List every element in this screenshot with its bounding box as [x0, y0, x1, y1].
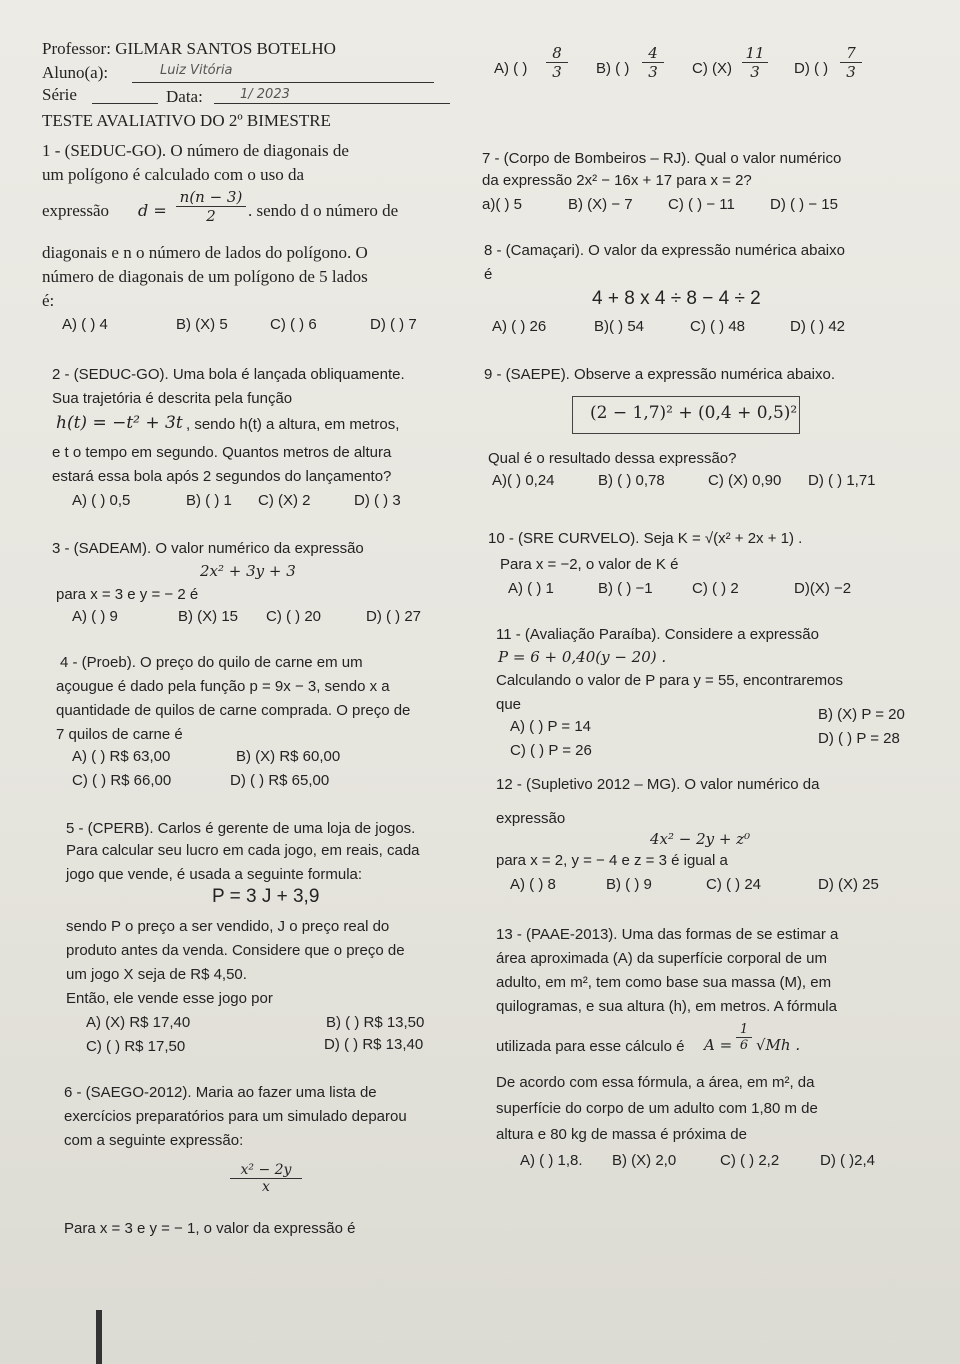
q13-option-d[interactable]: D) ( )2,4 [820, 1152, 876, 1169]
q6-option-b-den: 3 [648, 63, 658, 81]
q12-expression: 4x² − 2y + z⁰ [650, 830, 751, 848]
q8-expression: 4 + 8 x 4 ÷ 8 − 4 ÷ 2 [592, 288, 761, 309]
q6-expression-fraction [230, 1162, 302, 1195]
student-name-handwritten: Luiz Vitória [160, 63, 233, 78]
q12-option-c[interactable]: C) ( ) 24 [706, 876, 762, 893]
q13-line5: utilizada para esse cálculo é [496, 1038, 685, 1055]
q12-option-b[interactable]: B) ( ) 9 [606, 876, 652, 893]
q7-option-d[interactable]: D) ( ) − 15 [770, 196, 838, 213]
q8-line2: é [484, 266, 493, 283]
q13-option-a[interactable]: A) ( ) 1,8. [520, 1152, 583, 1169]
q2-function: h(t) = −t² + 3t [56, 413, 183, 433]
q9-option-a[interactable]: A)( ) 0,24 [492, 472, 555, 489]
q2-line3b: , sendo h(t) a altura, em metros, [186, 416, 400, 433]
q6-option-a-den: 3 [552, 63, 562, 81]
q3-line3: para x = 3 e y = − 2 é [56, 586, 199, 603]
date-line [214, 103, 450, 104]
q5-option-c[interactable]: C) ( ) R$ 17,50 [86, 1038, 186, 1055]
date-handwritten: 1/ 2023 [240, 87, 290, 102]
grade-label: Série [42, 85, 77, 104]
q6-expression-denominator: x [262, 1179, 270, 1195]
q1-formula-numerator: n(n − 3) [176, 188, 246, 207]
q6-option-a-fraction [546, 44, 568, 81]
q5-line1: 5 - (CPERB). Carlos é gerente de uma loja de jogos. [66, 820, 416, 837]
q1-line3a: expressão [42, 201, 110, 220]
q3-option-b[interactable]: B) (X) 15 [178, 608, 239, 625]
q5-line3: jogo que vende, é usada a seguinte formula: [66, 866, 363, 883]
q3-option-d[interactable]: D) ( ) 27 [366, 608, 422, 625]
q2-option-a[interactable]: A) ( ) 0,5 [72, 492, 131, 509]
q2-line2: Sua trajetória é descrita pela função [52, 390, 293, 407]
q1-line1: 1 - (SEDUC-GO). O número de diagonais de [42, 141, 349, 160]
q8-option-a[interactable]: A) ( ) 26 [492, 318, 547, 335]
q2-line1: 2 - (SEDUC-GO). Uma bola é lançada obliquamente. [52, 366, 405, 383]
q6-option-d-fraction [840, 44, 862, 81]
q6-option-c-den: 3 [750, 63, 760, 81]
pen-mark [96, 1310, 102, 1364]
q10-option-b[interactable]: B) ( ) −1 [598, 580, 653, 597]
q6-line5: Para x = 3 e y = − 1, o valor da expressão é [64, 1220, 356, 1237]
q5-line6: produto antes da venda. Considere que o preço de [66, 942, 405, 959]
q6-option-a[interactable]: A) ( ) [494, 60, 528, 77]
q10-line2: Para x = −2, o valor de K é [500, 556, 679, 573]
q10-option-c[interactable]: C) ( ) 2 [692, 580, 739, 597]
q13-formula-lhs: A = [704, 1036, 733, 1054]
grade-line [92, 103, 158, 104]
q6-expression-numerator: x² − 2y [230, 1162, 302, 1179]
q13-formula-radical: √Mh . [756, 1036, 801, 1054]
q3-expression: 2x² + 3y + 3 [200, 562, 296, 580]
q5-option-d[interactable]: D) ( ) R$ 13,40 [324, 1036, 424, 1053]
test-title: TESTE AVALIATIVO DO 2º BIMESTRE [42, 111, 331, 130]
q13-line8: altura e 80 kg de massa é próxima de [496, 1126, 747, 1143]
q5-line8: Então, ele vende esse jogo por [66, 990, 273, 1007]
q5-line2: Para calcular seu lucro em cada jogo, em reais, cada [66, 842, 420, 859]
q2-line4: e t o tempo em segundo. Quantos metros de altura [52, 444, 392, 461]
q7-line2: da expressão 2x² − 16x + 17 para x = 2? [482, 172, 752, 189]
q2-option-b[interactable]: B) ( ) 1 [186, 492, 232, 509]
q1-line3b: . sendo d o número de [248, 201, 399, 220]
q6-option-d[interactable]: D) ( ) [794, 60, 829, 77]
q13-line3: adulto, em m², tem como base sua massa (M), em [496, 974, 832, 991]
q1-option-a[interactable]: A) ( ) 4 [62, 316, 108, 333]
q8-option-c[interactable]: C) ( ) 48 [690, 318, 746, 335]
q13-option-c[interactable]: C) ( ) 2,2 [720, 1152, 780, 1169]
q6-option-c[interactable]: C) (X) [692, 60, 732, 77]
q2-line5: estará essa bola após 2 segundos do lançamento? [52, 468, 392, 485]
q13-line1: 13 - (PAAE-2013). Uma das formas de se estimar a [496, 926, 839, 943]
q9-line1: 9 - (SAEPE). Observe a expressão numérica abaixo. [484, 366, 835, 383]
q9-expression: (2 − 1,7)² + (0,4 + 0,5)² [590, 403, 798, 423]
q13-formula-numerator: 1 [736, 1022, 752, 1038]
q6-option-d-den: 3 [846, 63, 856, 81]
q7-option-a[interactable]: a)( ) 5 [482, 196, 523, 213]
q13-line2: área aproximada (A) da superfície corporal de um [496, 950, 827, 967]
q6-option-c-num: 11 [742, 44, 768, 63]
q6-option-a-num: 8 [546, 44, 568, 63]
q6-option-b[interactable]: B) ( ) [596, 60, 630, 77]
date-label: Data: [166, 87, 203, 106]
q2-option-c[interactable]: C) (X) 2 [258, 492, 311, 509]
q13-line7: superfície do corpo de um adulto com 1,80 m de [496, 1100, 818, 1117]
q9-option-c[interactable]: C) (X) 0,90 [708, 472, 782, 489]
q9-option-d[interactable]: D) ( ) 1,71 [808, 472, 876, 489]
q7-option-c[interactable]: C) ( ) − 11 [668, 196, 735, 213]
q3-option-c[interactable]: C) ( ) 20 [266, 608, 322, 625]
q11-option-a[interactable]: A) ( ) P = 14 [510, 718, 592, 735]
q1-option-c[interactable]: C) ( ) 6 [270, 316, 317, 333]
q4-option-c[interactable]: C) ( ) R$ 66,00 [72, 772, 172, 789]
q1-formula-lhs: d = [138, 201, 167, 220]
q8-option-d[interactable]: D) ( ) 42 [790, 318, 846, 335]
q10-option-d[interactable]: D)(X) −2 [794, 580, 852, 597]
q6-option-b-fraction [642, 44, 664, 81]
q8-line1: 8 - (Camaçari). O valor da expressão numérica abaixo [484, 242, 845, 259]
q7-option-b[interactable]: B) (X) − 7 [568, 196, 633, 213]
q4-line3: quantidade de quilos de carne comprada. O preço de [56, 702, 411, 719]
q6-line2: exercícios preparatórios para um simulado deparou [64, 1108, 407, 1125]
q5-formula: P = 3 J + 3,9 [212, 886, 320, 907]
q12-line1: 12 - (Supletivo 2012 – MG). O valor numérico da [496, 776, 820, 793]
q4-option-a[interactable]: A) ( ) R$ 63,00 [72, 748, 171, 765]
q6-option-b-num: 4 [642, 44, 664, 63]
q1-formula-denominator: 2 [206, 207, 216, 225]
q10-option-a[interactable]: A) ( ) 1 [508, 580, 554, 597]
q6-line1: 6 - (SAEGO-2012). Maria ao fazer uma lista de [64, 1084, 377, 1101]
q1-option-b[interactable]: B) (X) 5 [176, 316, 228, 333]
q2-option-d[interactable]: D) ( ) 3 [354, 492, 401, 509]
q3-line1: 3 - (SADEAM). O valor numérico da expressão [52, 540, 364, 557]
q3-option-a[interactable]: A) ( ) 9 [72, 608, 118, 625]
q4-option-b[interactable]: B) (X) R$ 60,00 [236, 748, 341, 765]
q11-line3: Calculando o valor de P para y = 55, encontraremos [496, 672, 844, 689]
q8-option-b[interactable]: B)( ) 54 [594, 318, 645, 335]
q11-option-b[interactable]: B) (X) P = 20 [818, 706, 905, 723]
q1-option-d[interactable]: D) ( ) 7 [370, 316, 417, 333]
q4-line1: 4 - (Proeb). O preço do quilo de carne em um [60, 654, 363, 671]
q12-line4: para x = 2, y = − 4 e z = 3 é igual a [496, 852, 728, 869]
q5-option-a[interactable]: A) (X) R$ 17,40 [86, 1014, 191, 1031]
q1-line4: diagonais e n o número de lados do polígono. O [42, 243, 368, 262]
student-label: Aluno(a): [42, 63, 109, 82]
q5-line7: um jogo X seja de R$ 4,50. [66, 966, 247, 983]
q11-option-d[interactable]: D) ( ) P = 28 [818, 730, 900, 747]
q6-option-c-fraction [742, 44, 768, 81]
professor-name: Professor: GILMAR SANTOS BOTELHO [42, 39, 336, 58]
q1-line2: um polígono é calculado com o uso da [42, 165, 305, 184]
q1-formula-fraction [176, 188, 246, 225]
q5-line5: sendo P o preço a ser vendido, J o preço real do [66, 918, 390, 935]
q5-option-b[interactable]: B) ( ) R$ 13,50 [326, 1014, 425, 1031]
student-name-line [132, 82, 434, 83]
q13-option-b[interactable]: B) (X) 2,0 [612, 1152, 677, 1169]
q4-option-d[interactable]: D) ( ) R$ 65,00 [230, 772, 330, 789]
q6-option-d-num: 7 [840, 44, 862, 63]
q1-line6: é: [42, 291, 55, 310]
q13-line4: quilogramas, e sua altura (h), em metros. A fórmula [496, 998, 837, 1015]
q10-line1: 10 - (SRE CURVELO). Seja K = √(x² + 2x + 1) . [488, 530, 803, 547]
q13-formula-fraction [736, 1022, 752, 1053]
q13-line6: De acordo com essa fórmula, a área, em m², da [496, 1074, 815, 1091]
q11-line1: 11 - (Avaliação Paraíba). Considere a expressão [496, 626, 819, 643]
q7-line1: 7 - (Corpo de Bombeiros – RJ). Qual o valor numérico [482, 150, 842, 167]
q13-formula-denominator: 6 [739, 1038, 749, 1053]
q11-line4: que [496, 696, 522, 713]
q11-option-c[interactable]: C) ( ) P = 26 [510, 742, 592, 759]
q12-option-d[interactable]: D) (X) 25 [818, 876, 879, 893]
q9-option-b[interactable]: B) ( ) 0,78 [598, 472, 665, 489]
q4-line2: açougue é dado pela função p = 9x − 3, sendo x a [56, 678, 390, 695]
q12-option-a[interactable]: A) ( ) 8 [510, 876, 556, 893]
q11-formula: P = 6 + 0,40(y − 20) . [498, 648, 667, 666]
q1-line5: número de diagonais de um polígono de 5 lados [42, 267, 368, 286]
q9-line3: Qual é o resultado dessa expressão? [488, 450, 737, 467]
q12-line2: expressão [496, 810, 566, 827]
q6-line3: com a seguinte expressão: [64, 1132, 244, 1149]
q4-line4: 7 quilos de carne é [56, 726, 183, 743]
